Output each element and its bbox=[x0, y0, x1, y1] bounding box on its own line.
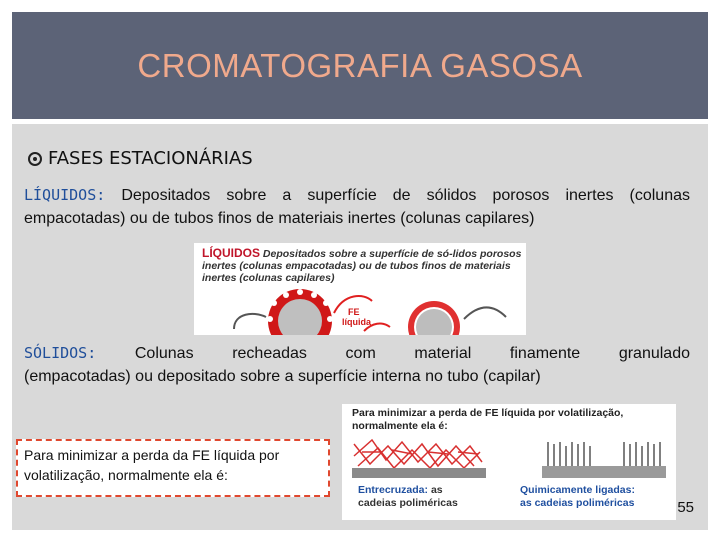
fe-label-2: líquida bbox=[342, 317, 371, 327]
callout-box: Para minimizar a perda da FE líquida por volatilização, normalmente ela é: bbox=[16, 439, 330, 497]
solids-paragraph bbox=[24, 342, 690, 388]
bonded-caption-term: Quimicamente ligadas: bbox=[520, 484, 635, 496]
liquid-phase-figure bbox=[194, 243, 526, 335]
solids-line1: Colunas recheadas com material finamente granulado bbox=[96, 345, 690, 362]
crosslinked-caption bbox=[358, 484, 458, 510]
figure1-text: Depositados sobre a superfície de só-lidos porosos inertes (colunas empacotadas) ou de tubos finos de materiais inertes (colunas capilares) bbox=[202, 248, 522, 284]
crosslinked-caption-term: Entrecruzada: bbox=[358, 484, 429, 496]
slide-title: CROMATOGRAFIA GASOSA bbox=[137, 46, 583, 84]
liquids-text: Depositados sobre a superfície de sólidos porosos inertes (colunas empacotadas) ou de tubos finos de materiais inertes (colunas capilares) bbox=[24, 187, 690, 227]
content-area bbox=[12, 124, 708, 530]
capillary-column-graphic bbox=[408, 301, 460, 335]
figure1-keyword: LÍQUIDOS bbox=[202, 246, 261, 260]
title-bar bbox=[12, 12, 708, 119]
circle-bullet-icon bbox=[28, 152, 42, 166]
packed-column-graphic bbox=[267, 289, 333, 335]
crosslinked-caption-line2: cadeias poliméricas bbox=[358, 497, 458, 509]
crosslinked-caption-as: as bbox=[428, 484, 443, 496]
section-heading bbox=[28, 148, 253, 169]
column-diagram bbox=[194, 243, 526, 335]
fe-label-1: FE bbox=[348, 307, 360, 317]
stationary-phase-figure bbox=[342, 404, 676, 520]
liquids-paragraph bbox=[24, 184, 690, 230]
liquids-term: LÍQUIDOS: bbox=[24, 186, 106, 204]
page-number: 55 bbox=[677, 499, 694, 516]
solids-term: SÓLIDOS: bbox=[24, 344, 97, 362]
figure2-text: Para minimizar a perda de FE líquida por volatilização, normalmente ela é: bbox=[352, 407, 624, 432]
bonded-caption bbox=[520, 484, 635, 510]
section-heading-text: FASES ESTACIONÁRIAS bbox=[48, 148, 253, 169]
solids-line2: (empacotadas) ou depositado sobre a superfície interna no tubo (capilar) bbox=[24, 368, 541, 385]
bonded-caption-line2: as cadeias poliméricas bbox=[520, 497, 635, 509]
